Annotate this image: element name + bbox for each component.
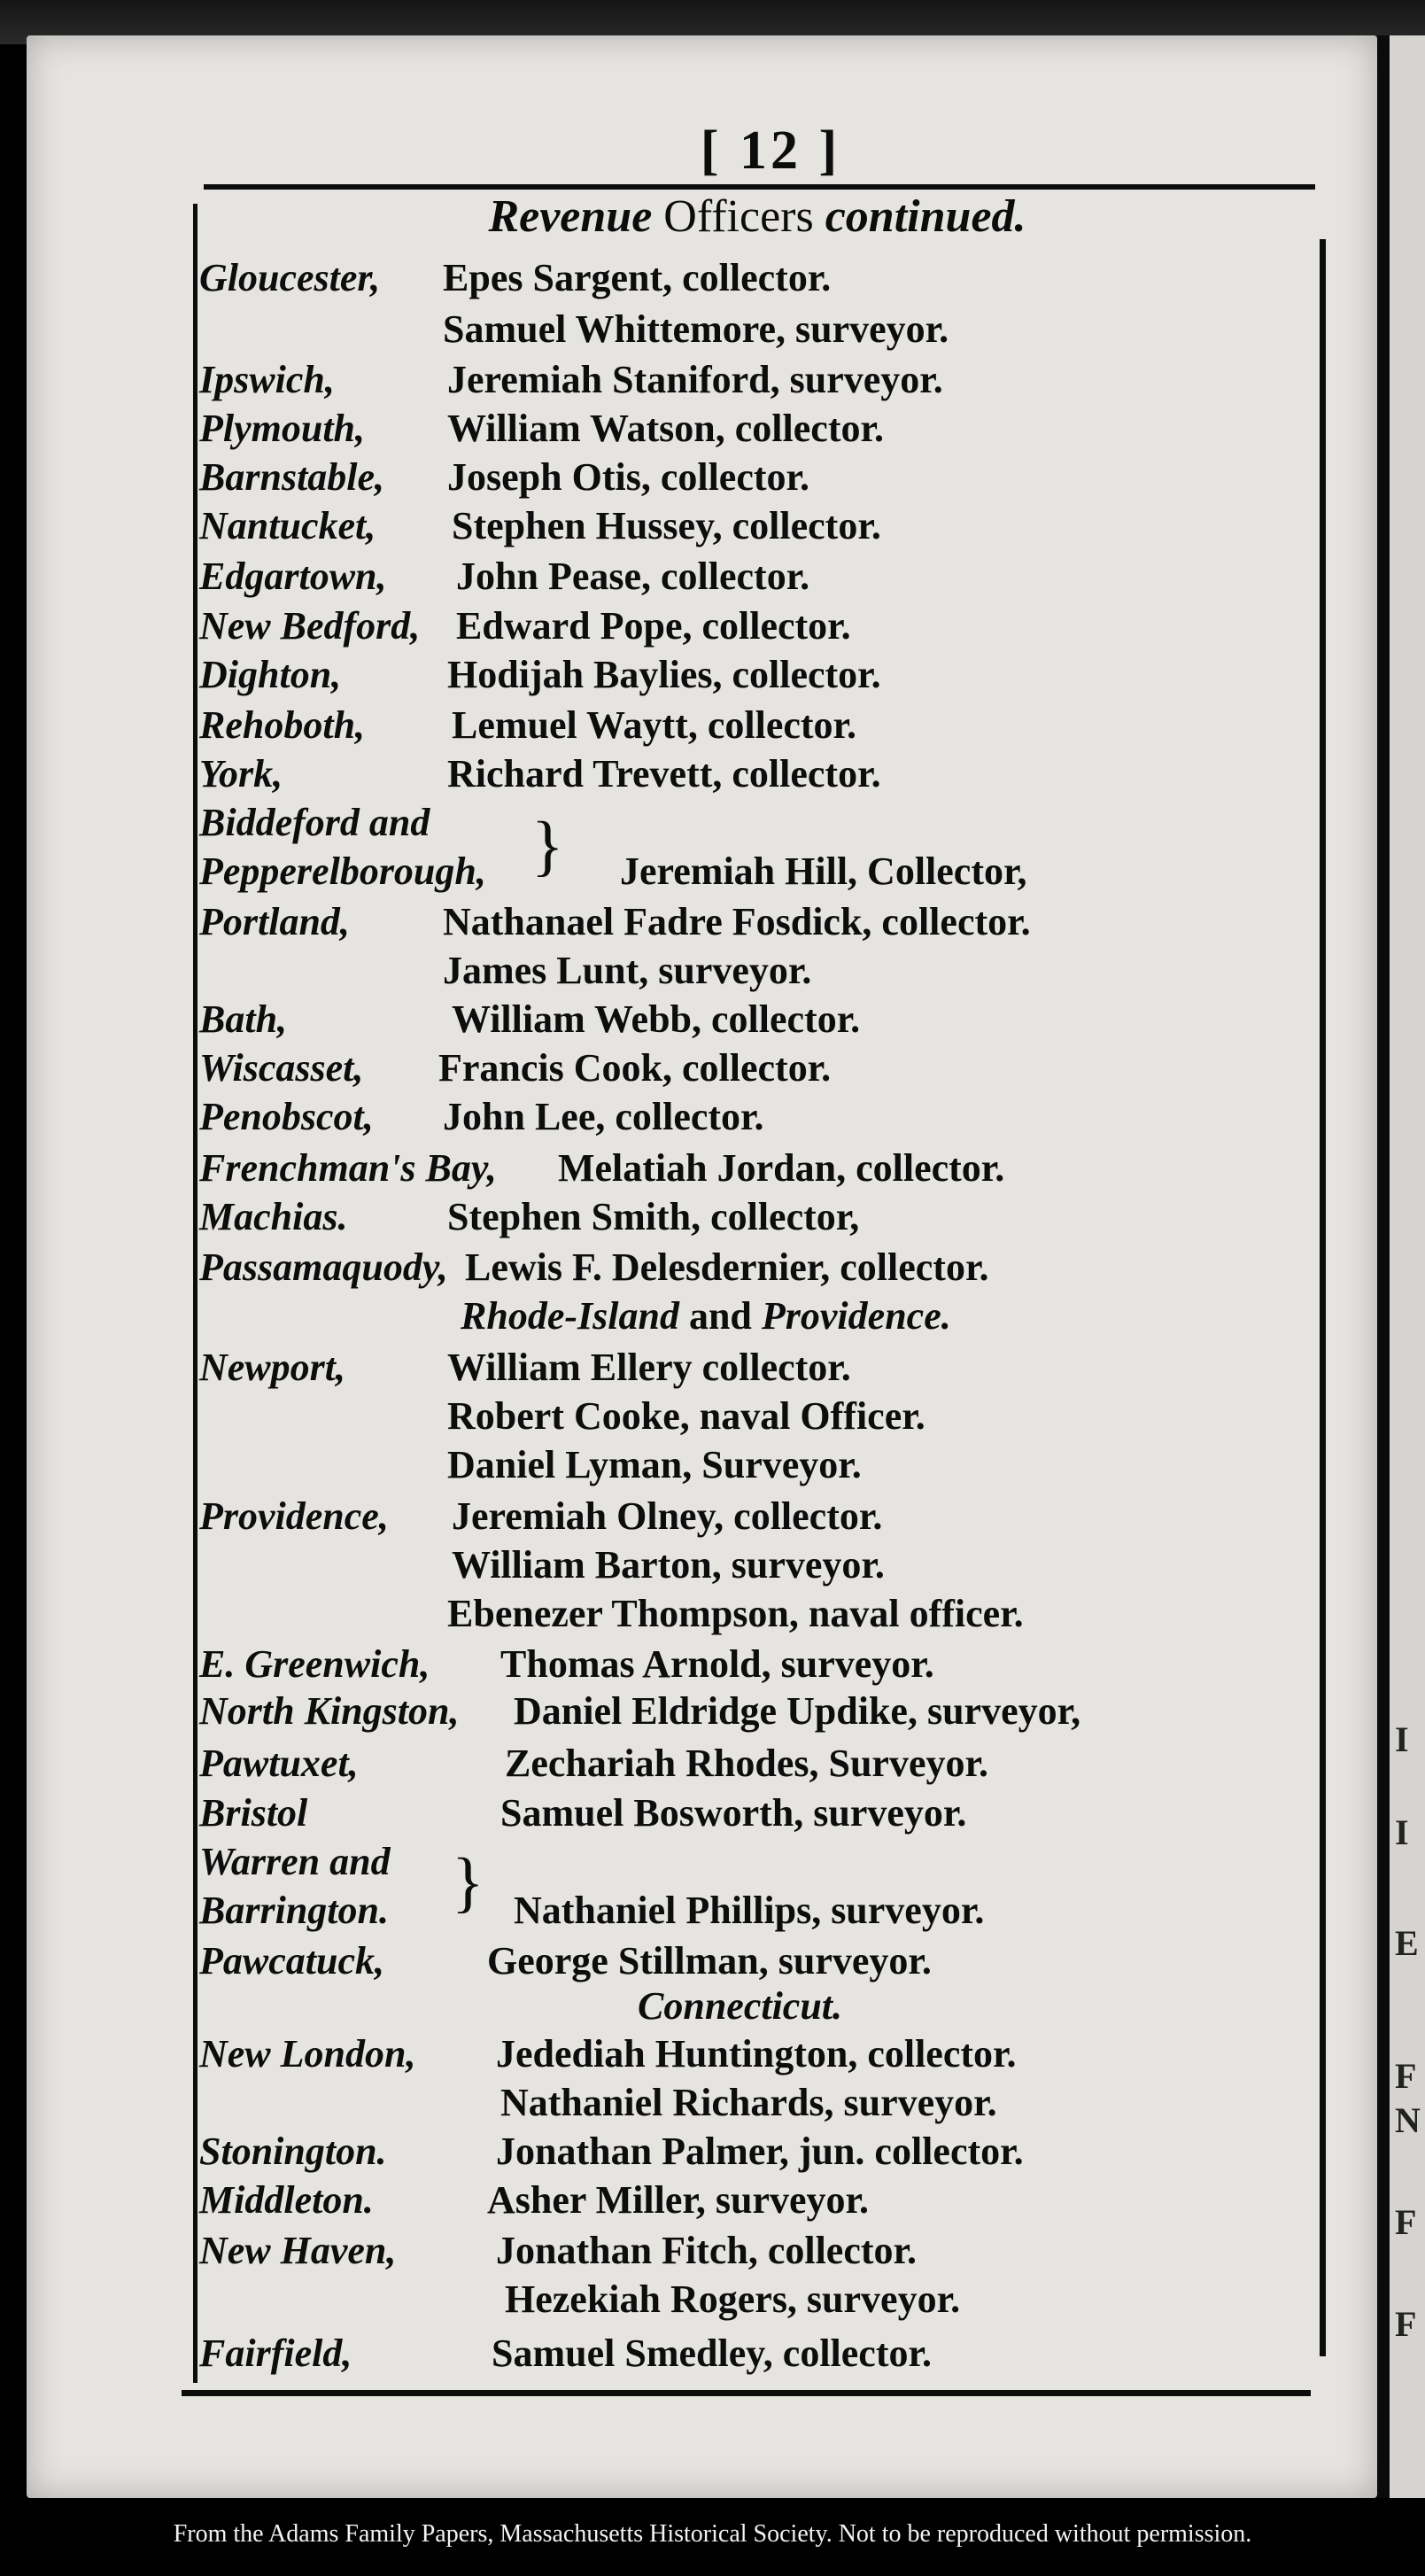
officer-entry — [0, 601, 1311, 652]
officer-name: Ebenezer Thompson, naval officer. — [447, 1592, 1024, 1635]
officer-entry — [0, 1439, 1311, 1491]
officer-entry — [0, 749, 1311, 800]
officer-entry — [0, 1788, 1311, 1839]
officer-name: Stephen Smith, collector, — [447, 1195, 860, 1238]
place-name: Pepperelborough, — [199, 850, 486, 893]
officer-entry — [0, 1091, 1311, 1143]
officer-name: Jeremiah Staniford, surveyor. — [447, 358, 943, 401]
edge-letter: I — [1395, 1719, 1409, 1759]
officer-name: Daniel Lyman, Surveyor. — [447, 1443, 862, 1486]
place-name: Bristol — [199, 1791, 308, 1835]
place-name: Wiscasset, — [199, 1046, 364, 1090]
copyright-footer: From the Adams Family Papers, Massachusetts Historical Society. Not to be reproduced without permission. — [173, 2520, 1252, 2548]
page-number: [ 12 ] — [700, 120, 841, 181]
officer-entry — [0, 304, 1311, 355]
officer-entry — [0, 1836, 1311, 1888]
edge-letter: I — [1395, 1812, 1409, 1852]
officer-entry — [0, 945, 1311, 997]
place-name: New Bedford, — [199, 604, 421, 648]
edge-letter: F — [1395, 2304, 1417, 2344]
edge-letter: F — [1395, 2202, 1417, 2242]
officer-entry — [0, 1043, 1311, 1094]
officer-entry — [0, 1639, 1311, 1690]
officer-entry — [0, 1588, 1311, 1640]
officer-entry — [0, 551, 1311, 602]
place-name: Newport, — [199, 1346, 345, 1389]
officer-name: Jeremiah Olney, collector. — [452, 1494, 883, 1538]
officer-entry — [0, 649, 1311, 701]
officer-name: Nathaniel Phillips, surveyor. — [514, 1889, 985, 1932]
officer-name: Lemuel Waytt, collector. — [452, 703, 857, 747]
officer-entry — [0, 797, 1311, 849]
officer-name: Nathanael Fadre Fosdick, collector. — [443, 900, 1031, 943]
right-rule — [1320, 239, 1326, 2356]
edge-letter: F — [1395, 2056, 1417, 2096]
officer-entry — [0, 1342, 1311, 1393]
top-rule — [204, 184, 1315, 190]
place-name: Barnstable, — [199, 455, 385, 499]
heading-part: continued. — [825, 191, 1026, 242]
officer-name: William Webb, collector. — [452, 997, 861, 1041]
place-name: Portland, — [199, 900, 350, 943]
officer-name: Stephen Hussey, collector. — [452, 504, 881, 547]
officer-entry — [0, 1242, 1311, 1293]
officer-name: Jonathan Palmer, jun. collector. — [496, 2130, 1024, 2173]
officer-entry — [0, 2029, 1311, 2080]
officer-name: George Stillman, surveyor. — [487, 1939, 932, 1982]
section-heading-part: and — [688, 1294, 752, 1338]
officer-entry — [0, 2274, 1311, 2325]
place-name: Rehoboth, — [199, 703, 366, 747]
officer-entry — [0, 994, 1311, 1045]
officer-entry — [0, 2077, 1311, 2129]
officer-name: John Lee, collector. — [443, 1095, 764, 1138]
place-name: E. Greenwich, — [199, 1642, 430, 1686]
place-name: Barrington. — [199, 1889, 389, 1932]
officer-entry — [0, 403, 1311, 454]
section-heading-connecticut: Connecticut. — [638, 1984, 843, 2028]
place-name: New London, — [199, 2032, 416, 2076]
officer-entry — [0, 500, 1311, 552]
officer-entry — [0, 2175, 1311, 2226]
edge-letter: E — [1395, 1923, 1419, 1963]
officer-entry — [0, 1738, 1311, 1789]
place-name: Pawcatuck, — [199, 1939, 384, 1982]
officer-name: Lewis F. Delesdernier, collector. — [465, 1245, 989, 1289]
officer-name: Samuel Whittemore, surveyor. — [443, 307, 949, 351]
officer-name: Robert Cooke, naval Officer. — [447, 1394, 925, 1438]
place-name: Bath, — [199, 997, 288, 1041]
officer-name: Edward Pope, collector. — [456, 604, 851, 648]
officer-name: Asher Miller, surveyor. — [487, 2178, 869, 2222]
place-name: Stonington. — [199, 2130, 387, 2173]
officer-entry — [0, 700, 1311, 751]
officer-name: Jedediah Huntington, collector. — [496, 2032, 1017, 2076]
officer-entry — [0, 1391, 1311, 1442]
officer-name: Jonathan Fitch, collector. — [496, 2229, 917, 2272]
place-name: Penobscot, — [199, 1095, 374, 1138]
officer-entry — [0, 252, 1311, 304]
officer-entry — [0, 2225, 1311, 2277]
place-name: Plymouth, — [199, 407, 366, 450]
officer-entry — [0, 2126, 1311, 2177]
officer-entry — [0, 1191, 1311, 1243]
officer-name: Samuel Bosworth, surveyor. — [500, 1791, 967, 1835]
page-heading — [204, 190, 1311, 244]
officer-entry — [0, 452, 1311, 503]
officer-name: Zechariah Rhodes, Surveyor. — [505, 1742, 988, 1785]
officer-entry — [0, 1491, 1311, 1542]
bottom-rule — [182, 2390, 1311, 2396]
officer-entry — [0, 1143, 1311, 1194]
officer-entry — [0, 1686, 1311, 1737]
brace-symbol: } — [531, 809, 564, 883]
place-name: Ipswich, — [199, 358, 335, 401]
heading-part: Revenue — [488, 191, 653, 242]
officer-name: William Watson, collector. — [447, 407, 884, 450]
place-name: Providence, — [199, 1494, 389, 1538]
adjacent-page-sliver — [1390, 35, 1425, 2498]
officer-name: Hezekiah Rogers, surveyor. — [505, 2277, 961, 2321]
officer-name: John Pease, collector. — [456, 555, 810, 598]
adjacent-page-edge — [1377, 35, 1425, 2498]
place-name: York, — [199, 752, 283, 795]
officer-entry — [0, 1885, 1311, 1936]
place-name: Dighton, — [199, 653, 342, 696]
place-name: North Kingston, — [199, 1689, 460, 1733]
officer-name: William Ellery collector. — [447, 1346, 851, 1389]
officer-name: Epes Sargent, collector. — [443, 256, 832, 299]
place-name: Machias. — [199, 1195, 348, 1238]
officer-entry — [0, 896, 1311, 948]
officer-name: Francis Cook, collector. — [438, 1046, 832, 1090]
place-name: Warren and — [199, 1840, 391, 1883]
place-name: Middleton. — [199, 2178, 374, 2222]
officer-name: Samuel Smedley, collector. — [492, 2332, 932, 2375]
officer-name: Hodijah Baylies, collector. — [447, 653, 881, 696]
place-name: New Haven, — [199, 2229, 397, 2272]
officer-name: William Barton, surveyor. — [452, 1543, 885, 1587]
officer-name: Richard Trevett, collector. — [447, 752, 881, 795]
officer-name: Melatiah Jordan, collector. — [558, 1146, 1005, 1190]
officer-entry — [0, 846, 1311, 897]
officer-entry — [0, 1936, 1311, 1987]
place-name: Passamaquody, — [199, 1245, 448, 1289]
brace-symbol: } — [452, 1845, 484, 1920]
place-name: Frenchman's Bay, — [199, 1146, 497, 1190]
officer-name: James Lunt, surveyor. — [443, 949, 812, 992]
officer-name: Daniel Eldridge Updike, surveyor, — [514, 1689, 1081, 1733]
officer-entry — [0, 1540, 1311, 1591]
place-name: Edgartown, — [199, 555, 387, 598]
place-name: Gloucester, — [199, 256, 381, 299]
section-heading-part: Rhode-Island — [461, 1294, 679, 1338]
officer-name: Nathaniel Richards, surveyor. — [500, 2081, 997, 2124]
place-name: Fairfield, — [199, 2332, 352, 2375]
place-name: Nantucket, — [199, 504, 376, 547]
officer-name: Joseph Otis, collector. — [447, 455, 809, 499]
section-heading-part: Providence. — [761, 1294, 951, 1338]
officer-entry — [0, 2328, 1311, 2379]
officer-name: Jeremiah Hill, Collector, — [620, 850, 1027, 893]
section-heading-rhode-island — [461, 1291, 951, 1342]
officer-entry — [0, 354, 1311, 406]
officer-name: Thomas Arnold, surveyor. — [500, 1642, 934, 1686]
place-name: Biddeford and — [199, 801, 430, 844]
heading-part: Officers — [663, 191, 814, 242]
edge-letter: N — [1395, 2100, 1421, 2140]
place-name: Pawtuxet, — [199, 1742, 359, 1785]
